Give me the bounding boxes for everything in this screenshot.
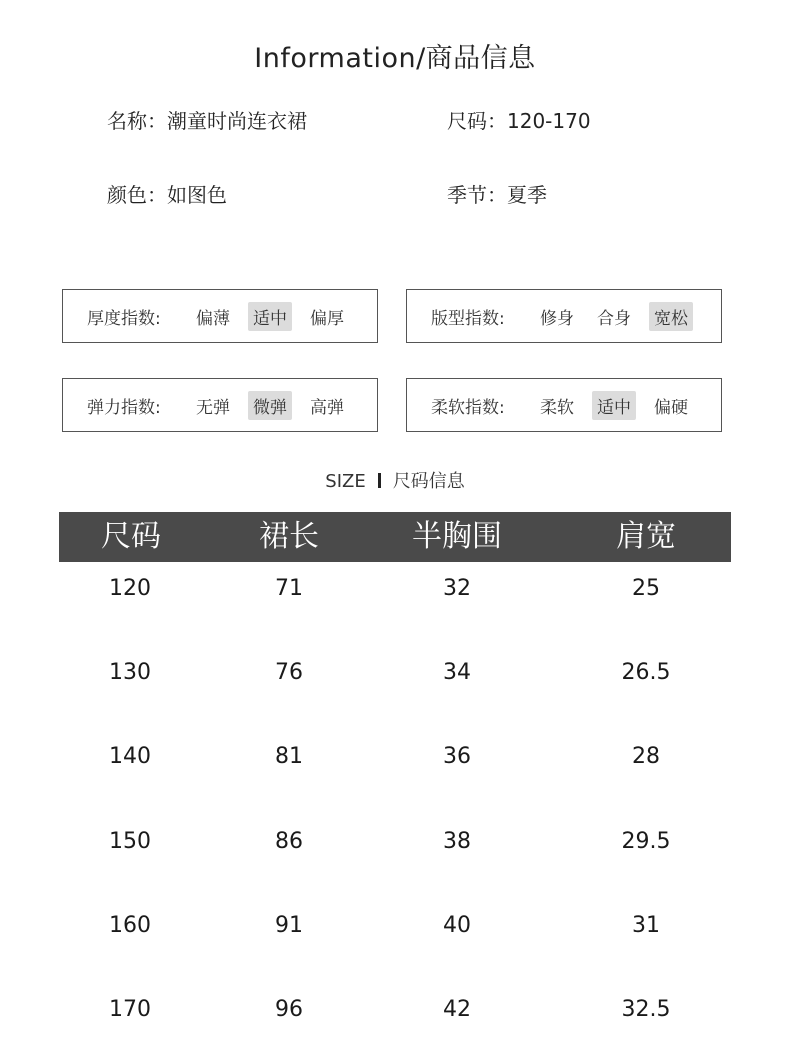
thickness-index-box [62, 289, 378, 343]
table-row [0, 906, 790, 946]
info-season-label: 季节： [447, 183, 507, 207]
separator-bar-icon [378, 473, 381, 488]
cell-size: 130 [109, 660, 151, 685]
fit-index-label: 版型指数: [431, 308, 505, 329]
cell-shoulder-width: 31 [632, 913, 660, 938]
info-name [107, 105, 307, 134]
info-color-value: 如图色 [167, 183, 227, 207]
thickness-option: 偏薄 [196, 308, 230, 329]
header-half-bust: 半胸围 [412, 519, 502, 554]
cell-shoulder-width: 29.5 [621, 829, 671, 854]
size-heading [0, 467, 790, 493]
table-row [0, 569, 790, 609]
softness-index-label: 柔软指数: [431, 397, 505, 418]
info-season [447, 179, 547, 208]
softness-option: 柔软 [540, 397, 574, 418]
cell-size: 120 [109, 576, 151, 601]
elasticity-index-label: 弹力指数: [87, 397, 161, 418]
fit-option: 修身 [540, 308, 574, 329]
thickness-option: 偏厚 [310, 308, 344, 329]
cell-skirt-length: 81 [275, 744, 303, 769]
table-row [0, 737, 790, 777]
cell-skirt-length: 91 [275, 913, 303, 938]
thickness-option: 适中 [248, 302, 292, 331]
cell-shoulder-width: 26.5 [621, 660, 671, 685]
size-heading-en: SIZE [325, 471, 366, 492]
cell-half-bust: 32 [443, 576, 471, 601]
info-color [107, 179, 227, 208]
page-title: Information/商品信息 [254, 43, 536, 74]
fit-index-box [406, 289, 722, 343]
cell-size: 170 [109, 997, 151, 1022]
softness-index-box [406, 378, 722, 432]
elasticity-index-box [62, 378, 378, 432]
info-size [447, 105, 591, 134]
fit-option: 宽松 [649, 302, 693, 331]
cell-shoulder-width: 32.5 [621, 997, 671, 1022]
softness-option: 偏硬 [654, 397, 688, 418]
cell-half-bust: 36 [443, 744, 471, 769]
header-skirt-length: 裙长 [259, 519, 319, 554]
info-color-label: 颜色： [107, 183, 167, 207]
elasticity-option: 微弹 [248, 391, 292, 420]
softness-option: 适中 [592, 391, 636, 420]
header-shoulder-width: 肩宽 [616, 519, 676, 554]
elasticity-option: 高弹 [310, 397, 344, 418]
cell-skirt-length: 76 [275, 660, 303, 685]
info-name-label: 名称： [107, 109, 167, 133]
info-season-value: 夏季 [507, 183, 547, 207]
size-heading-cn: 尺码信息 [392, 471, 465, 492]
cell-skirt-length: 86 [275, 829, 303, 854]
table-row [0, 653, 790, 693]
info-name-value: 潮童时尚连衣裙 [167, 109, 307, 133]
thickness-index-label: 厚度指数: [87, 308, 161, 329]
cell-size: 150 [109, 829, 151, 854]
cell-half-bust: 34 [443, 660, 471, 685]
cell-half-bust: 38 [443, 829, 471, 854]
elasticity-option: 无弹 [196, 397, 230, 418]
table-row [0, 990, 790, 1030]
info-size-label: 尺码： [447, 109, 507, 133]
cell-size: 140 [109, 744, 151, 769]
header-size: 尺码 [101, 519, 161, 554]
cell-skirt-length: 96 [275, 997, 303, 1022]
fit-option: 合身 [597, 308, 631, 329]
info-size-value: 120-170 [507, 109, 591, 133]
cell-half-bust: 40 [443, 913, 471, 938]
cell-shoulder-width: 28 [632, 744, 660, 769]
size-table-header [59, 512, 731, 562]
cell-shoulder-width: 25 [632, 576, 660, 601]
table-row [0, 822, 790, 862]
cell-size: 160 [109, 913, 151, 938]
cell-skirt-length: 71 [275, 576, 303, 601]
cell-half-bust: 42 [443, 997, 471, 1022]
